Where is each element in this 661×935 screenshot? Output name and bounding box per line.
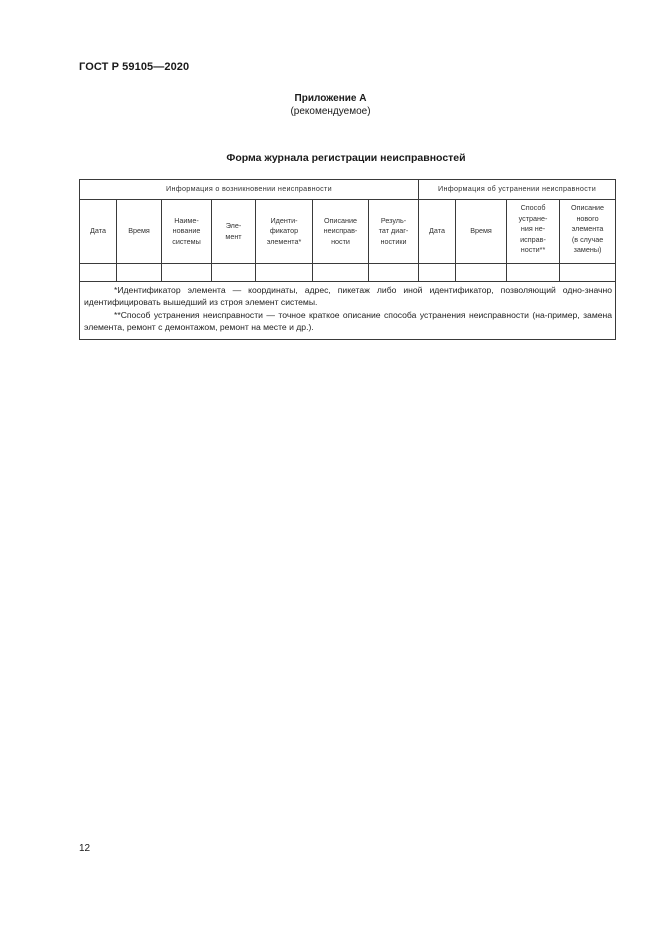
empty-cell — [419, 264, 456, 282]
empty-cell — [117, 264, 162, 282]
fault-log-table — [79, 179, 616, 340]
group-resolution-info: Информация об устранении неисправности — [419, 180, 616, 200]
appendix-status: (рекомендуемое) — [290, 106, 371, 117]
empty-cell — [212, 264, 256, 282]
note-resolution-method: **Способ устранения неисправности — точное краткое описание способа устранения неисправности (на-пример, замена элемента, ремонт с демонтажом, ремонт на месте и др.). — [84, 309, 613, 332]
col-time: Время — [117, 200, 162, 264]
appendix-heading — [0, 92, 661, 118]
empty-cell — [313, 264, 369, 282]
note-element-id: *Идентификатор элемента — координаты, адрес, пикетаж либо иной идентификатор, позволяющий одно-значно идентифицировать вышедший из строя элемент системы. — [84, 285, 613, 308]
col-resolution-method: Способ устране- ния не- исправ- ности** — [507, 200, 560, 264]
empty-cell — [560, 264, 616, 282]
empty-entry-row — [80, 264, 616, 282]
col-element: Эле- мент — [212, 200, 256, 264]
page-number: 12 — [79, 843, 91, 854]
notes-row — [80, 282, 616, 340]
form-title: Форма журнала регистрации неисправностей — [226, 152, 466, 164]
col-diagnostic-result: Резуль- тат диаг- ностики — [369, 200, 419, 264]
empty-cell — [456, 264, 507, 282]
col-date: Дата — [80, 200, 117, 264]
col-system-name: Наиме- нование системы — [162, 200, 212, 264]
empty-cell — [256, 264, 313, 282]
standard-code: ГОСТ Р 59105—2020 — [79, 61, 190, 73]
group-header-row — [80, 180, 616, 200]
col-fault-description: Описание неисправ- ности — [313, 200, 369, 264]
col-element-id: Иденти- фикатор элемента* — [256, 200, 313, 264]
empty-cell — [369, 264, 419, 282]
empty-cell — [80, 264, 117, 282]
col-new-element-description: Описание нового элемента (в случае замены) — [560, 200, 616, 264]
empty-cell — [507, 264, 560, 282]
group-occurrence-info: Информация о возникновении неисправности — [80, 180, 419, 200]
appendix-title: Приложение А — [294, 93, 367, 104]
col-resolution-date: Дата — [419, 200, 456, 264]
column-header-row — [80, 200, 616, 264]
col-resolution-time: Время — [456, 200, 507, 264]
empty-cell — [162, 264, 212, 282]
table-notes — [80, 282, 616, 340]
